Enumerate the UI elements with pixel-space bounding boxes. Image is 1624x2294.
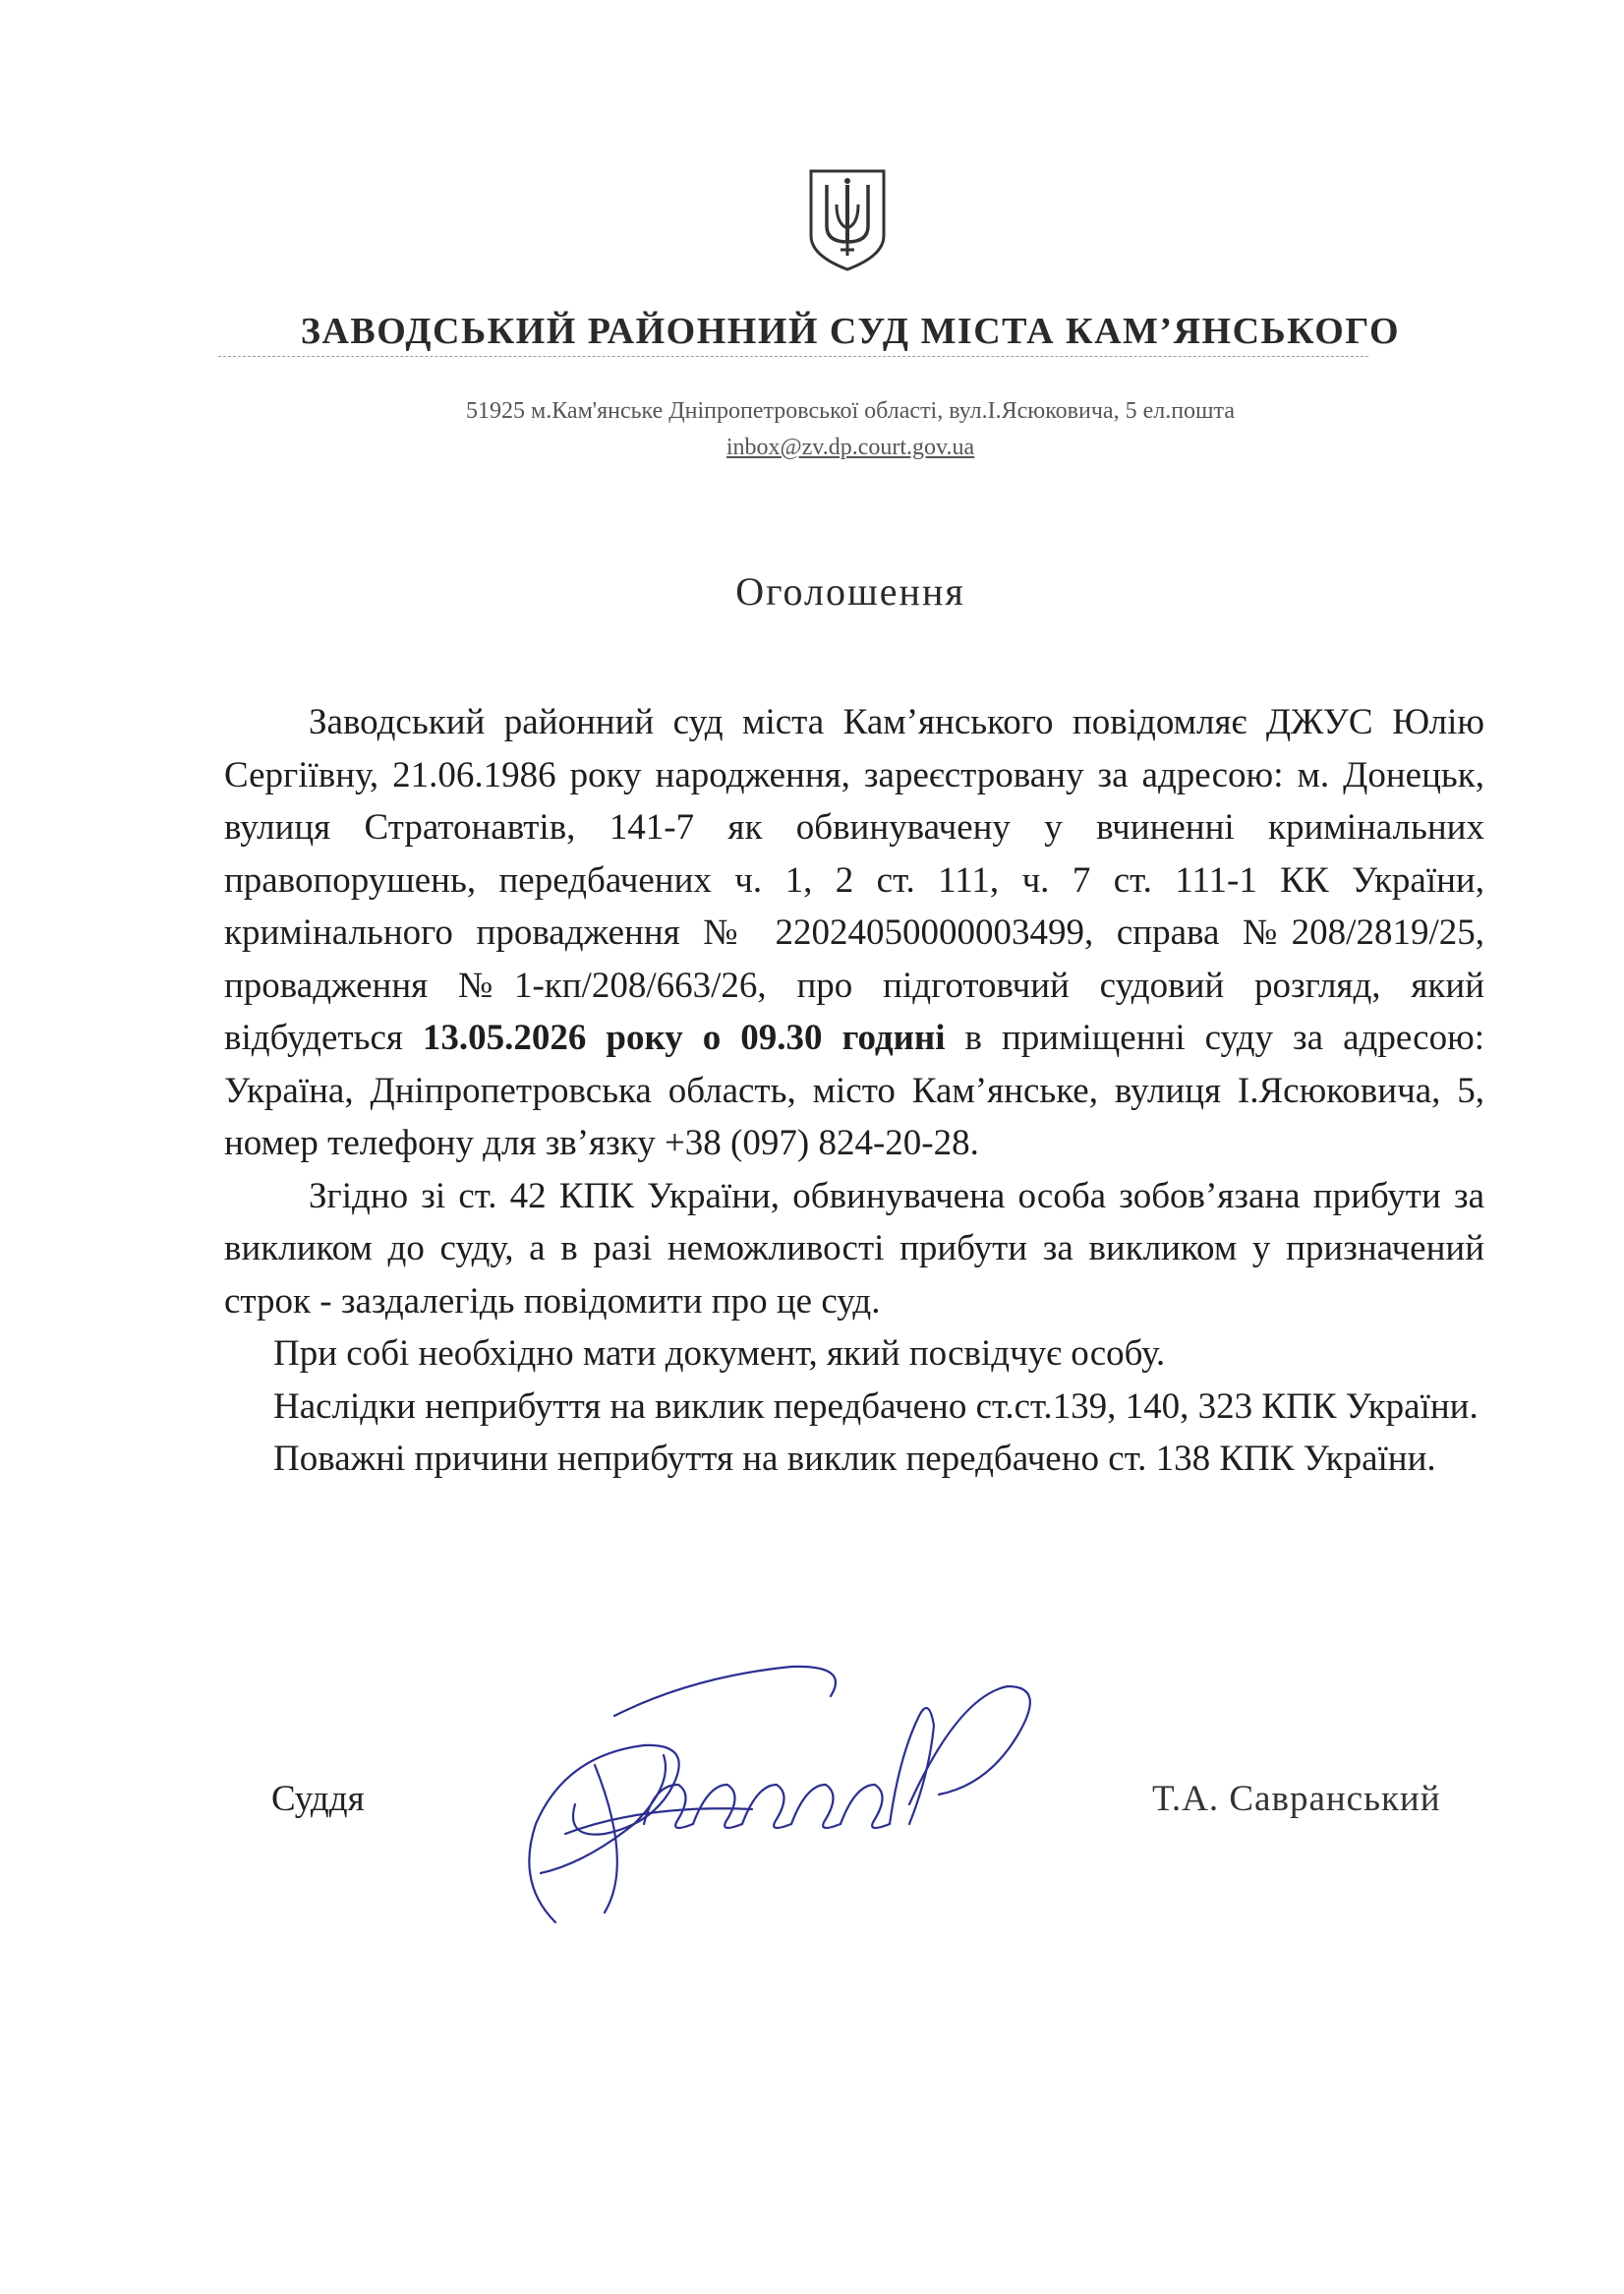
court-email-line xyxy=(211,435,1489,461)
header-divider xyxy=(218,356,1368,357)
announcement-body xyxy=(224,696,1484,1486)
paragraph-consequences: Наслідки неприбуття на виклик передбачено ст.ст.139, 140, 323 КПК України. xyxy=(273,1385,1479,1427)
signature-role: Суддя xyxy=(271,1779,365,1819)
paragraph-obligation: Згідно зі ст. 42 КПК України, обвинувачена особа зобов’язана прибути за викликом до суду, а в разі неможливості прибути за викликом у призначений строк - заздалегідь повідомити про це суд. xyxy=(224,1175,1484,1322)
summons-text-part2: в приміщенні суду за адресою: Україна, Дніпропетровська область, місто Кам’янське, вулиця І.Ясюковича, 5, номер телефону для зв’язку +38 (097) 824-20-28. xyxy=(224,1018,1485,1163)
court-name: ЗАВОДСЬКИЙ РАЙОННИЙ СУД МІСТА КАМ’ЯНСЬКОГО xyxy=(300,311,1401,352)
paragraph-id-document: При собі необхідно мати документ, який посвідчує особу. xyxy=(273,1333,1166,1374)
court-address: 51925 м.Кам'янське Дніпропетровської області, вул.І.Ясюковича, 5 ел.пошта xyxy=(466,398,1235,424)
handwritten-signature xyxy=(496,1637,1116,1932)
paragraph-summons xyxy=(224,696,1484,1170)
document-title: Оголошення xyxy=(735,569,965,614)
court-email-link[interactable]: inbox@zv.dp.court.gov.ua xyxy=(725,435,975,460)
judge-name: Т.А. Савранський xyxy=(1152,1779,1441,1819)
trident-emblem-icon xyxy=(803,165,892,273)
summons-text-part1: Заводський районний суд міста Кам’янського повідомляє ДЖУС Юлію Сергіївну, 21.06.1986 року народження, зареєстровану за адресою: м. Донецьк, вулиця Стратонавтів, 141-7 як обвинувачену у вчиненні кримінальних правопорушень, передбачених ч. 1, 2 ст. 111, ч. 7 ст. 111-1 КК України, кримінального провадження № 22024050000003499, справа №208/2819/25, провадження №1-кп/208/663/26, про підготовчий судовий розгляд, який відбудеться xyxy=(224,702,1484,1058)
paragraph-valid-reasons: Поважні причини неприбуття на виклик передбачено ст. 138 КПК України. xyxy=(273,1439,1436,1479)
hearing-date-time: 13.05.2026 року о 09.30 годині xyxy=(422,1018,946,1058)
